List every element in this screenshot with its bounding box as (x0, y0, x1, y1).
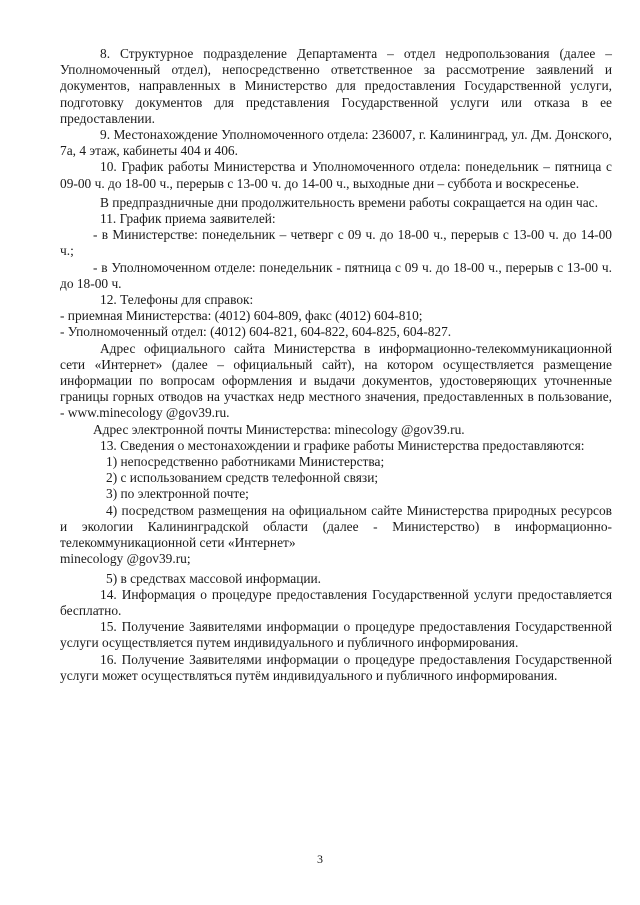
paragraph-13: 13. Сведения о местонахождении и графике работы Министерства предоставляются: (100, 437, 585, 453)
paragraph-holiday-hours: В предпраздничные дни продолжительность времени работы сокращается на один час. (100, 194, 598, 210)
paragraph-12: 12. Телефоны для справок: (100, 292, 254, 308)
list-item-5: 5) в средствах массовой информации. (106, 570, 322, 586)
list-item-reception-phone: - приемная Министерства: (4012) 604-809, факс (4012) 604-810; (60, 308, 423, 324)
list-item-4-address: minecology @gov39.ru; (60, 551, 191, 567)
paragraph-website: Адрес официального сайта Министерства в информационно-телекоммуникационной сети «Интернет» (далее – официальный сайт), на котором осуществляется размещение информации по вопросам оформления и выдачи документов, удостоверяющих уточненные границы горных отводов на участках недр местного значения, предоставленных в пользование, - www.minecology @gov39.ru. (60, 340, 612, 421)
list-item-department-phone: - Уполномоченный отдел: (4012) 604-821, 604-822, 604-825, 604-827. (60, 324, 452, 340)
paragraph-11: 11. График приема заявителей: (100, 211, 276, 227)
paragraph-14: 14. Информация о процедуре предоставления Государственной услуги предоставляется бесплатно. (60, 586, 612, 618)
list-item-ministry-hours: - в Министерстве: понедельник – четверг с 09 ч. до 18-00 ч., перерыв с 13-00 ч. до 14-00 ч.; (60, 227, 612, 259)
paragraph-10: 10. График работы Министерства и Уполномоченного отдела: понедельник – пятница с 09-00 ч. до 18-00 ч., перерыв с 13-00 ч. до 14-00 ч., выходные дни – суббота и воскресенье. (60, 159, 612, 191)
paragraph-16: 16. Получение Заявителями информации о процедуре предоставления Государственной услуги может осуществляться путём индивидуального и публичного информирования. (60, 651, 612, 683)
list-item-4: 4) посредством размещения на официальном сайте Министерства природных ресурсов и экологии Калининградской области (далее - Министерство) в информационно-телекоммуникационной сети «Интернет» (60, 502, 612, 551)
list-item-department-hours: - в Уполномоченном отделе: понедельник - пятница с 09 ч. до 18-00 ч., перерыв с 13-00 ч. до 18-00 ч. (60, 259, 612, 291)
page-number: 3 (317, 852, 323, 866)
list-item-1: 1) непосредственно работниками Министерства; (106, 454, 385, 470)
paragraph-8: 8. Структурное подразделение Департамента – отдел недропользования (далее – Уполномоченный отдел), непосредственно ответственное за рассмотрение заявлений и документов, направленных в Министерство для предоставления Государственной услуги, подготовку документов для представления Государственной услуги или отказа в ее предоставлении. (60, 46, 612, 126)
list-item-3: 3) по электронной почте; (106, 486, 249, 502)
paragraph-9: 9. Местонахождение Уполномоченного отдела: 236007, г. Калининград, ул. Дм. Донского, 7а, 4 этаж, кабинеты 404 и 406. (60, 127, 612, 159)
paragraph-15: 15. Получение Заявителями информации о процедуре предоставления Государственной услуги осуществляется путем индивидуального и публичного информирования. (60, 619, 612, 651)
paragraph-email: Адрес электронной почты Министерства: minecology @gov39.ru. (93, 421, 465, 437)
document-page (60, 46, 612, 684)
list-item-2: 2) с использованием средств телефонной связи; (106, 470, 379, 486)
